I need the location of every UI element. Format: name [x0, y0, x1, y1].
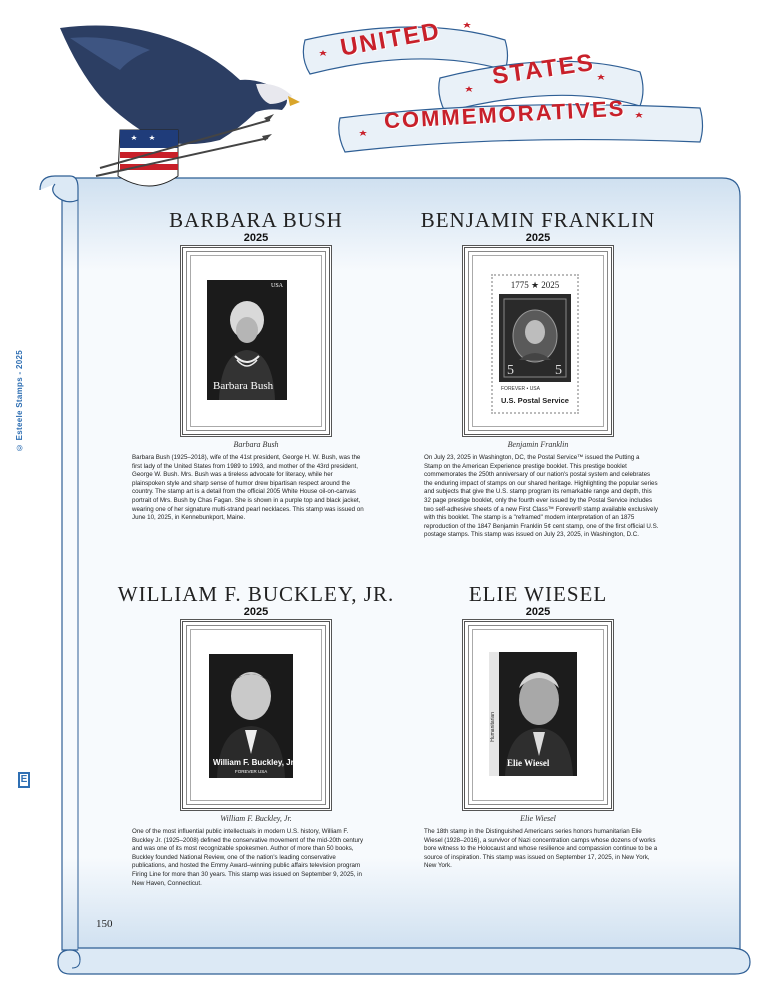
eagle-emblem — [60, 26, 300, 186]
stamp-title-benjamin-franklin: BENJAMIN FRANKLIN — [420, 208, 656, 232]
stamp-label: U.S. Postal Service — [501, 396, 569, 405]
stamp-mount — [462, 245, 614, 437]
stamp-year: 2025 — [525, 232, 551, 244]
stamp-year: 2025 — [243, 232, 269, 244]
stamp-caption: William F. Buckley, Jr. — [220, 814, 292, 823]
banner-commemoratives: COMMEMORATIVES — [383, 95, 626, 134]
stamp-corner-text: FOREVER USA — [235, 769, 268, 774]
stamp-description: On July 23, 2025 in Washington, DC, the Postal Service™ issued the Putting a Stamp on the American Experience prestige booklet. This prestige booklet commemorates the 250th anniversary of our nation's postal system and celebrates the enduring impact of stamps on our shared heritage. Highlighting the popular series and subjects that give the U.S. stamp program its remarkable range and depth, this 32 page prestige booklet, only the fourth ever issued by the Postal Service includes two self-adhesive sheets of a new First Class™ Forever® stamp available exclusively with this booklet. The stamp is a "reframed" modern interpretation of an 1875 reproduction of the 1847 Benjamin Franklin 5¢ cent stamp, one of the first official U.S. postage stamps. This stamp was issued on July 23, 2025, in Washington, D.C. — [424, 454, 659, 539]
stamp-corner-text: USA — [270, 283, 283, 289]
stamp-side-text: Humanitarian — [490, 712, 496, 742]
svg-text:5: 5 — [555, 363, 562, 378]
stamp-mount — [180, 245, 332, 437]
banner-states: STATES — [490, 48, 597, 91]
stamp-image-william-buckley — [209, 654, 296, 778]
side-mark: E — [18, 772, 30, 788]
stamp-image-barbara-bush — [207, 280, 287, 400]
stamp-description: One of the most influential public intellectuals in modern U.S. history, William F. Buckley Jr. (1925–2008) defined the conservative movement of the mid-20th century and was one of its most recognizable spokesmen. Author of more than 50 books, Buckley founded National Review, one of the nation's leading conservative publications, and hosted the Emmy Award–winning public affairs television program Firing Line for more than 30 years. This stamp was issued on September 9, 2025, in New Haven, Connecticut. — [132, 828, 364, 887]
stamp-mount — [180, 619, 332, 811]
stamp-title-barbara-bush: BARBARA BUSH — [169, 208, 343, 232]
stamp-description: Barbara Bush (1925–2018), wife of the 41st president, George H. W. Bush, was the first lady of the United States from 1989 to 1993, and mother of the 43rd president, George W. Bush. Mrs. Bush was a tireless advocate for literacy, while her plainspoken style and sharp sense of humor drew bipartisan respect around the country. The stamp art is a detail from the official 2005 White House oil-on-canvas portrait of Mrs. Bush by Chas Fagan. She is shown in a purple top and black jacket, wearing one of her signature multi-strand pearl necklaces. This stamp was issued on June 10, 2025, in Kennebunkport, Maine. — [132, 454, 364, 522]
franklin-portrait-icon — [499, 294, 571, 382]
stamp-title-elie-wiesel: ELIE WIESEL — [468, 582, 608, 606]
stamp-year: 2025 — [243, 606, 269, 618]
stamp-mount — [462, 619, 614, 811]
stamp-caption: Benjamin Franklin — [507, 440, 569, 449]
side-credit: © Esteele Stamps - 2025 — [15, 350, 24, 453]
stamp-label: Elie Wiesel — [507, 758, 550, 768]
stamp-description: The 18th stamp in the Distinguished Americans series honors humanitarian Elie Wiesel (1928–2016), a survivor of Nazi concentration camps whose dozens of works bore witness to the Holocaust and whose resilience and compassion continue to be a source of inspiration. This stamp was issued on September 17, 2025, in New York, New York. — [424, 828, 658, 870]
stamp-label: Barbara Bush — [213, 380, 274, 392]
stamp-image-elie-wiesel — [489, 652, 577, 776]
stamp-label: William F. Buckley, Jr. — [213, 758, 296, 767]
banner-united: UNITED — [338, 17, 443, 62]
stamp-top-text: 1775 ★ 2025 — [510, 280, 560, 290]
svg-text:5: 5 — [507, 363, 514, 378]
stamp-corner-text: FOREVER • USA — [501, 386, 540, 392]
stamp-caption: Barbara Bush — [233, 440, 279, 449]
stamp-title-william-buckley: WILLIAM F. BUCKLEY, JR. — [117, 582, 395, 606]
stamp-image-benjamin-franklin — [491, 274, 579, 414]
page-number: 150 — [96, 918, 113, 930]
stamp-year: 2025 — [525, 606, 551, 618]
stamp-caption: Elie Wiesel — [520, 814, 556, 823]
